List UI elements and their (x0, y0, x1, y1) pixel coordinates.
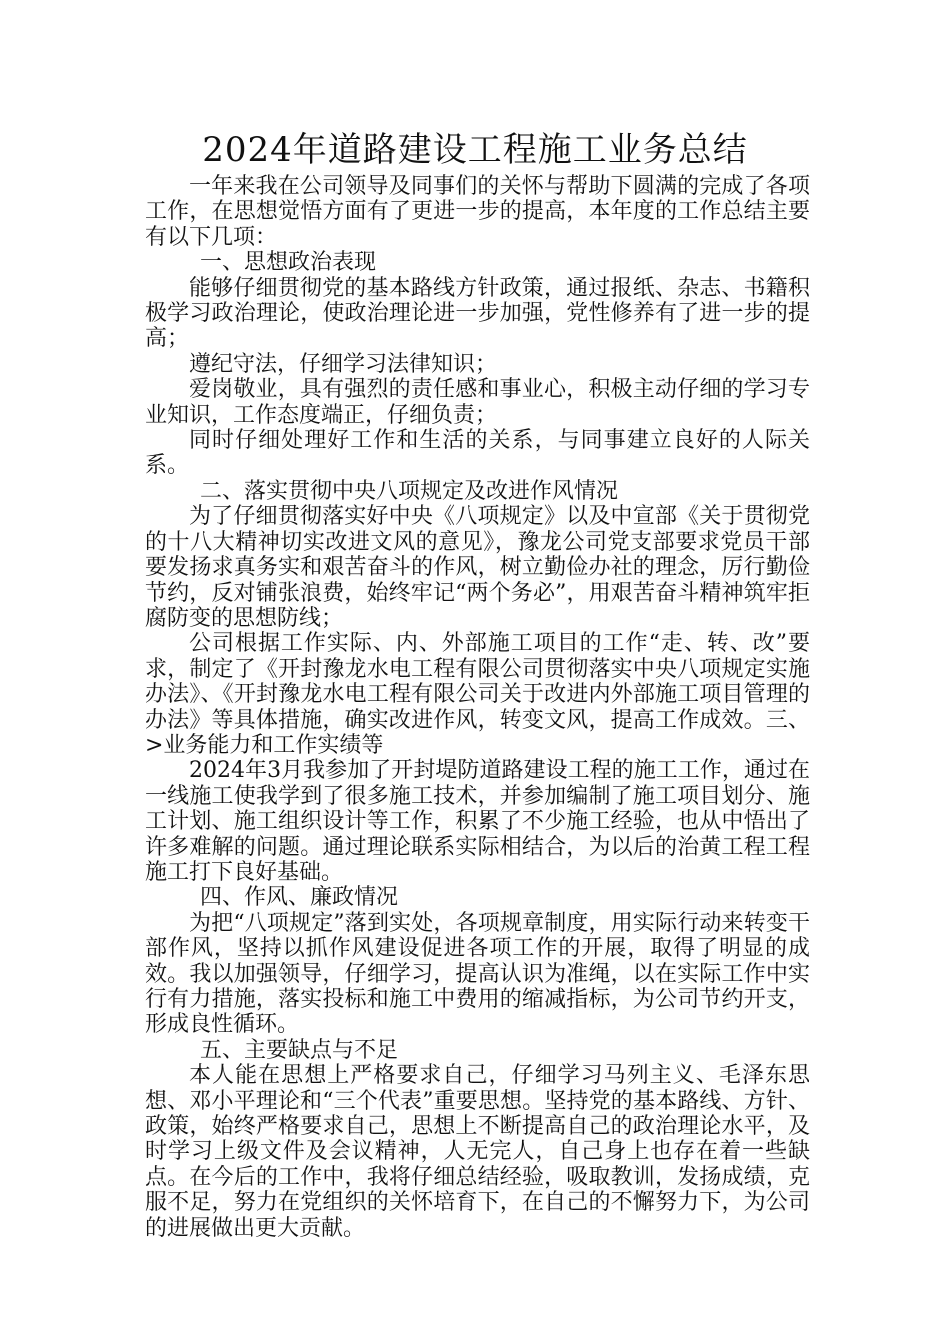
intro-paragraph: 一年来我在公司领导及同事们的关怀与帮助下圆满的完成了各项工作，在思想觉悟方面有了更进一步的提高，本年度的工作总结主要有以下几项： (145, 174, 810, 250)
section-1-paragraph-3: 爱岗敬业，具有强烈的责任感和事业心，积极主动仔细的学习专业知识，工作态度端正，仔细负责； (145, 377, 810, 428)
section-1-paragraph-4: 同时仔细处理好工作和生活的关系，与同事建立良好的人际关系。 (145, 428, 810, 479)
document-body (145, 174, 810, 1241)
section-1-paragraph-1: 能够仔细贯彻党的基本路线方针政策，通过报纸、杂志、书籍积极学习政治理论，使政治理论进一步加强，党性修养有了进一步的提高； (145, 275, 810, 352)
section-2-paragraph-2: 公司根据工作实际、内、外部施工项目的工作“走、转、改”要求，制定了《开封豫龙水电工程有限公司贯彻落实中央八项规定实施办法》、《开封豫龙水电工程有限公司关于改进内外部施工项目管理的办法》等具体措施，确实改进作风，转变文风，提高工作成效。三、>业务能力和工作实绩等 (145, 631, 810, 758)
section-2-paragraph-1: 为了仔细贯彻落实好中央《八项规定》以及中宣部《关于贯彻党的十八大精神切实改进文风的意见》，豫龙公司党支部要求党员干部要发扬求真务实和艰苦奋斗的作风，树立勤俭办社的理念，厉行勤俭节约，反对铺张浪费，始终牢记“两个务必”，用艰苦奋斗精神筑牢拒腐防变的思想防线； (145, 504, 810, 631)
section-1-paragraph-2: 遵纪守法，仔细学习法律知识； (189, 351, 498, 377)
section-heading-2: 二、落实贯彻中央八项规定及改进作风情况 (200, 478, 619, 504)
section-heading-5: 五、主要缺点与不足 (200, 1037, 399, 1063)
section-4-paragraph-1: 为把“八项规定”落到实处，各项规章制度，用实际行动来转变干部作风，坚持以抓作风建设促进各项工作的开展，取得了明显的成效。我以加强领导，仔细学习，提高认识为准绳，以在实际工作中实行有力措施，落实投标和施工中费用的缩减指标，为公司节约开支，形成良性循环。 (145, 910, 810, 1038)
document-title: 2024年道路建设工程施工业务总结 (202, 130, 748, 170)
section-heading-4: 四、作风、廉政情况 (200, 885, 399, 911)
section-heading-1: 一、思想政治表现 (200, 250, 377, 276)
section-3-paragraph-1: 2024年3月我参加了开封堤防道路建设工程的施工工作，通过在一线施工使我学到了很多施工技术，并参加编制了施工项目划分、施工计划、施工组织设计等工作，积累了不少施工经验，也从中悟出了许多难解的问题。通过理论联系实际相结合，为以后的治黄工程工程施工打下良好基础。 (145, 758, 810, 885)
section-5-paragraph-1: 本人能在思想上严格要求自己，仔细学习马列主义、毛泽东思想、邓小平理论和“三个代表”重要思想。坚持党的基本路线、方针、政策，始终严格要求自己，思想上不断提高自己的政治理论水平，及时学习上级文件及会议精神，人无完人，自己身上也存在着一些缺点。在今后的工作中，我将仔细总结经验，吸取教训，发扬成绩，克服不足，努力在党组织的关怀培育下，在自己的不懈努力下，为公司的进展做出更大贡献。 (145, 1063, 810, 1241)
